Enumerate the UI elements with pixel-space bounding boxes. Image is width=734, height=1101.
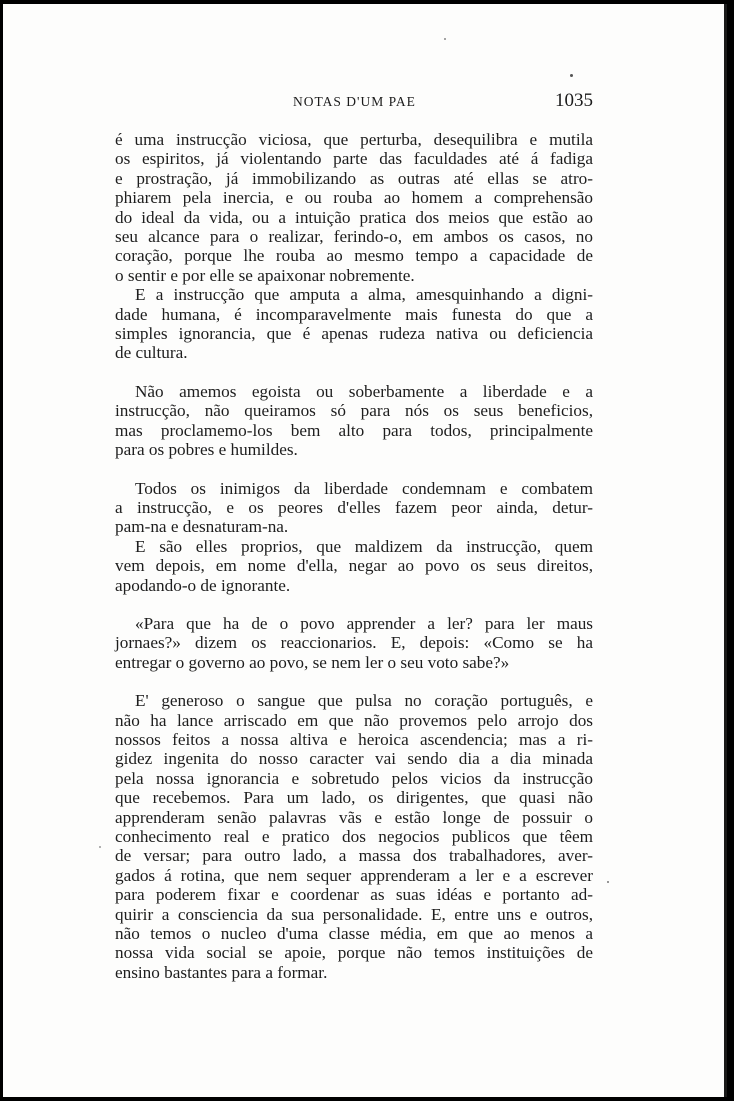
ink-speck bbox=[570, 74, 573, 77]
paragraph-1 bbox=[115, 130, 593, 285]
text-line: pela nossa ignorancia e sobretudo pelos vicios da instrucção bbox=[115, 768, 593, 788]
text-line: de cultura. bbox=[115, 343, 188, 363]
text-line: para poderem fixar e coordenar as suas idéas e portanto ad- bbox=[115, 885, 593, 905]
text-line: E são elles proprios, que maldizem da instrucção, quem bbox=[135, 536, 593, 556]
text-line: pam-na e desnaturam-na. bbox=[115, 517, 289, 537]
text-line: mas proclamemo-los bem alto para todos, principalmente bbox=[115, 420, 593, 440]
text-line: que recebemos. Para um lado, os dirigentes, que quasi não bbox=[115, 788, 593, 808]
text-line: nossos feitos a nossa altiva e heroica ascendencia; mas a ri- bbox=[115, 729, 593, 749]
text-line: não ha lance arriscado em que não provemos pelo arrojo dos bbox=[115, 710, 593, 730]
text-line: nossa vida social se apoie, porque não temos instituições de bbox=[115, 943, 593, 963]
page-number: 1035 bbox=[555, 90, 593, 111]
text-line: Não amemos egoista ou soberbamente a liberdade e a bbox=[135, 381, 593, 401]
text-line: os espiritos, já violentando parte das faculdades até á fadiga bbox=[115, 149, 593, 169]
text-line: de versar; para outro lado, a massa dos trabalhadores, aver- bbox=[115, 846, 593, 866]
paragraph-5 bbox=[115, 537, 593, 595]
body-text bbox=[115, 130, 593, 982]
text-line: coração, porque lhe rouba ao mesmo tempo a capacidade de bbox=[115, 246, 593, 266]
text-line: gados á rotina, que nem sequer apprenderam a ler e a escrever bbox=[115, 865, 593, 885]
page-edge-shadow bbox=[724, 4, 727, 1097]
page-header bbox=[115, 90, 593, 116]
text-line: dade humana, é incomparavelmente mais funesta do que a bbox=[115, 304, 593, 324]
text-line: entregar o governo ao povo, se nem ler o seu voto sabe?» bbox=[115, 652, 510, 672]
text-line: «Para que ha de o povo apprender a ler? para ler maus bbox=[135, 613, 593, 633]
running-title: NOTAS D'UM PAE bbox=[293, 94, 416, 109]
paragraph-2 bbox=[115, 285, 593, 363]
paragraph-gap bbox=[115, 672, 593, 691]
text-line: é uma instrucção viciosa, que perturba, desequilibra e mutila bbox=[115, 130, 593, 149]
text-line: apprenderam senão palavras vãs e estão longe de possuir o bbox=[115, 807, 593, 827]
text-line: instrucção, não queiramos só para nós os seus beneficios, bbox=[115, 401, 593, 421]
book-page bbox=[3, 4, 727, 1097]
text-line: quirir a consciencia da sua personalidade. E, entre uns e outros, bbox=[115, 904, 593, 924]
ink-speck bbox=[444, 38, 446, 40]
text-line: para os pobres e humildes. bbox=[115, 440, 298, 460]
text-line: E' generoso o sangue que pulsa no coração português, e bbox=[135, 691, 593, 711]
text-line: conhecimento real e pratico dos negocios publicos que têem bbox=[115, 827, 593, 846]
text-line: seu alcance para o realizar, ferindo-o, em ambos os casos, no bbox=[115, 227, 593, 247]
paragraph-gap bbox=[115, 363, 593, 382]
text-line: e prostração, já immobilizando as outras até ellas se atro- bbox=[115, 168, 593, 188]
text-line: do ideal da vida, ou a intuição pratica dos meios que estão ao bbox=[115, 207, 593, 227]
text-line: gidez ingenita do nosso caracter vai sendo dia a dia minada bbox=[115, 749, 593, 769]
text-line: jornaes?» dizem os reaccionarios. E, depois: «Como se ha bbox=[115, 633, 593, 653]
text-line: apodando-o de ignorante. bbox=[115, 575, 291, 595]
paragraph-6 bbox=[115, 614, 593, 672]
paragraph-gap bbox=[115, 595, 593, 614]
paragraph-3 bbox=[115, 382, 593, 460]
paragraph-7 bbox=[115, 691, 593, 982]
paragraph-4 bbox=[115, 479, 593, 537]
text-line: a instrucção, e os peores d'elles fazem peor ainda, detur- bbox=[115, 497, 593, 517]
paragraph-gap bbox=[115, 460, 593, 479]
ink-speck bbox=[607, 881, 609, 883]
text-line: E a instrucção que amputa a alma, amesquinhando a digni- bbox=[135, 285, 593, 305]
text-line: o sentir e por elle se apaixonar nobremente. bbox=[115, 265, 415, 285]
text-line: ensino bastantes para a formar. bbox=[115, 962, 328, 982]
text-line: simples ignorancia, que é apenas rudeza nativa ou deficiencia bbox=[115, 324, 593, 344]
text-line: Todos os inimigos da liberdade condemnam e combatem bbox=[135, 478, 593, 498]
text-line: não temos o nucleo d'uma classe média, em que ao menos a bbox=[115, 924, 593, 944]
ink-speck bbox=[99, 846, 101, 848]
text-line: vem depois, em nome d'ella, negar ao povo os seus direitos, bbox=[115, 556, 593, 576]
text-line: phiarem pela inercia, e ou rouba ao homem a comprehensão bbox=[115, 188, 593, 208]
